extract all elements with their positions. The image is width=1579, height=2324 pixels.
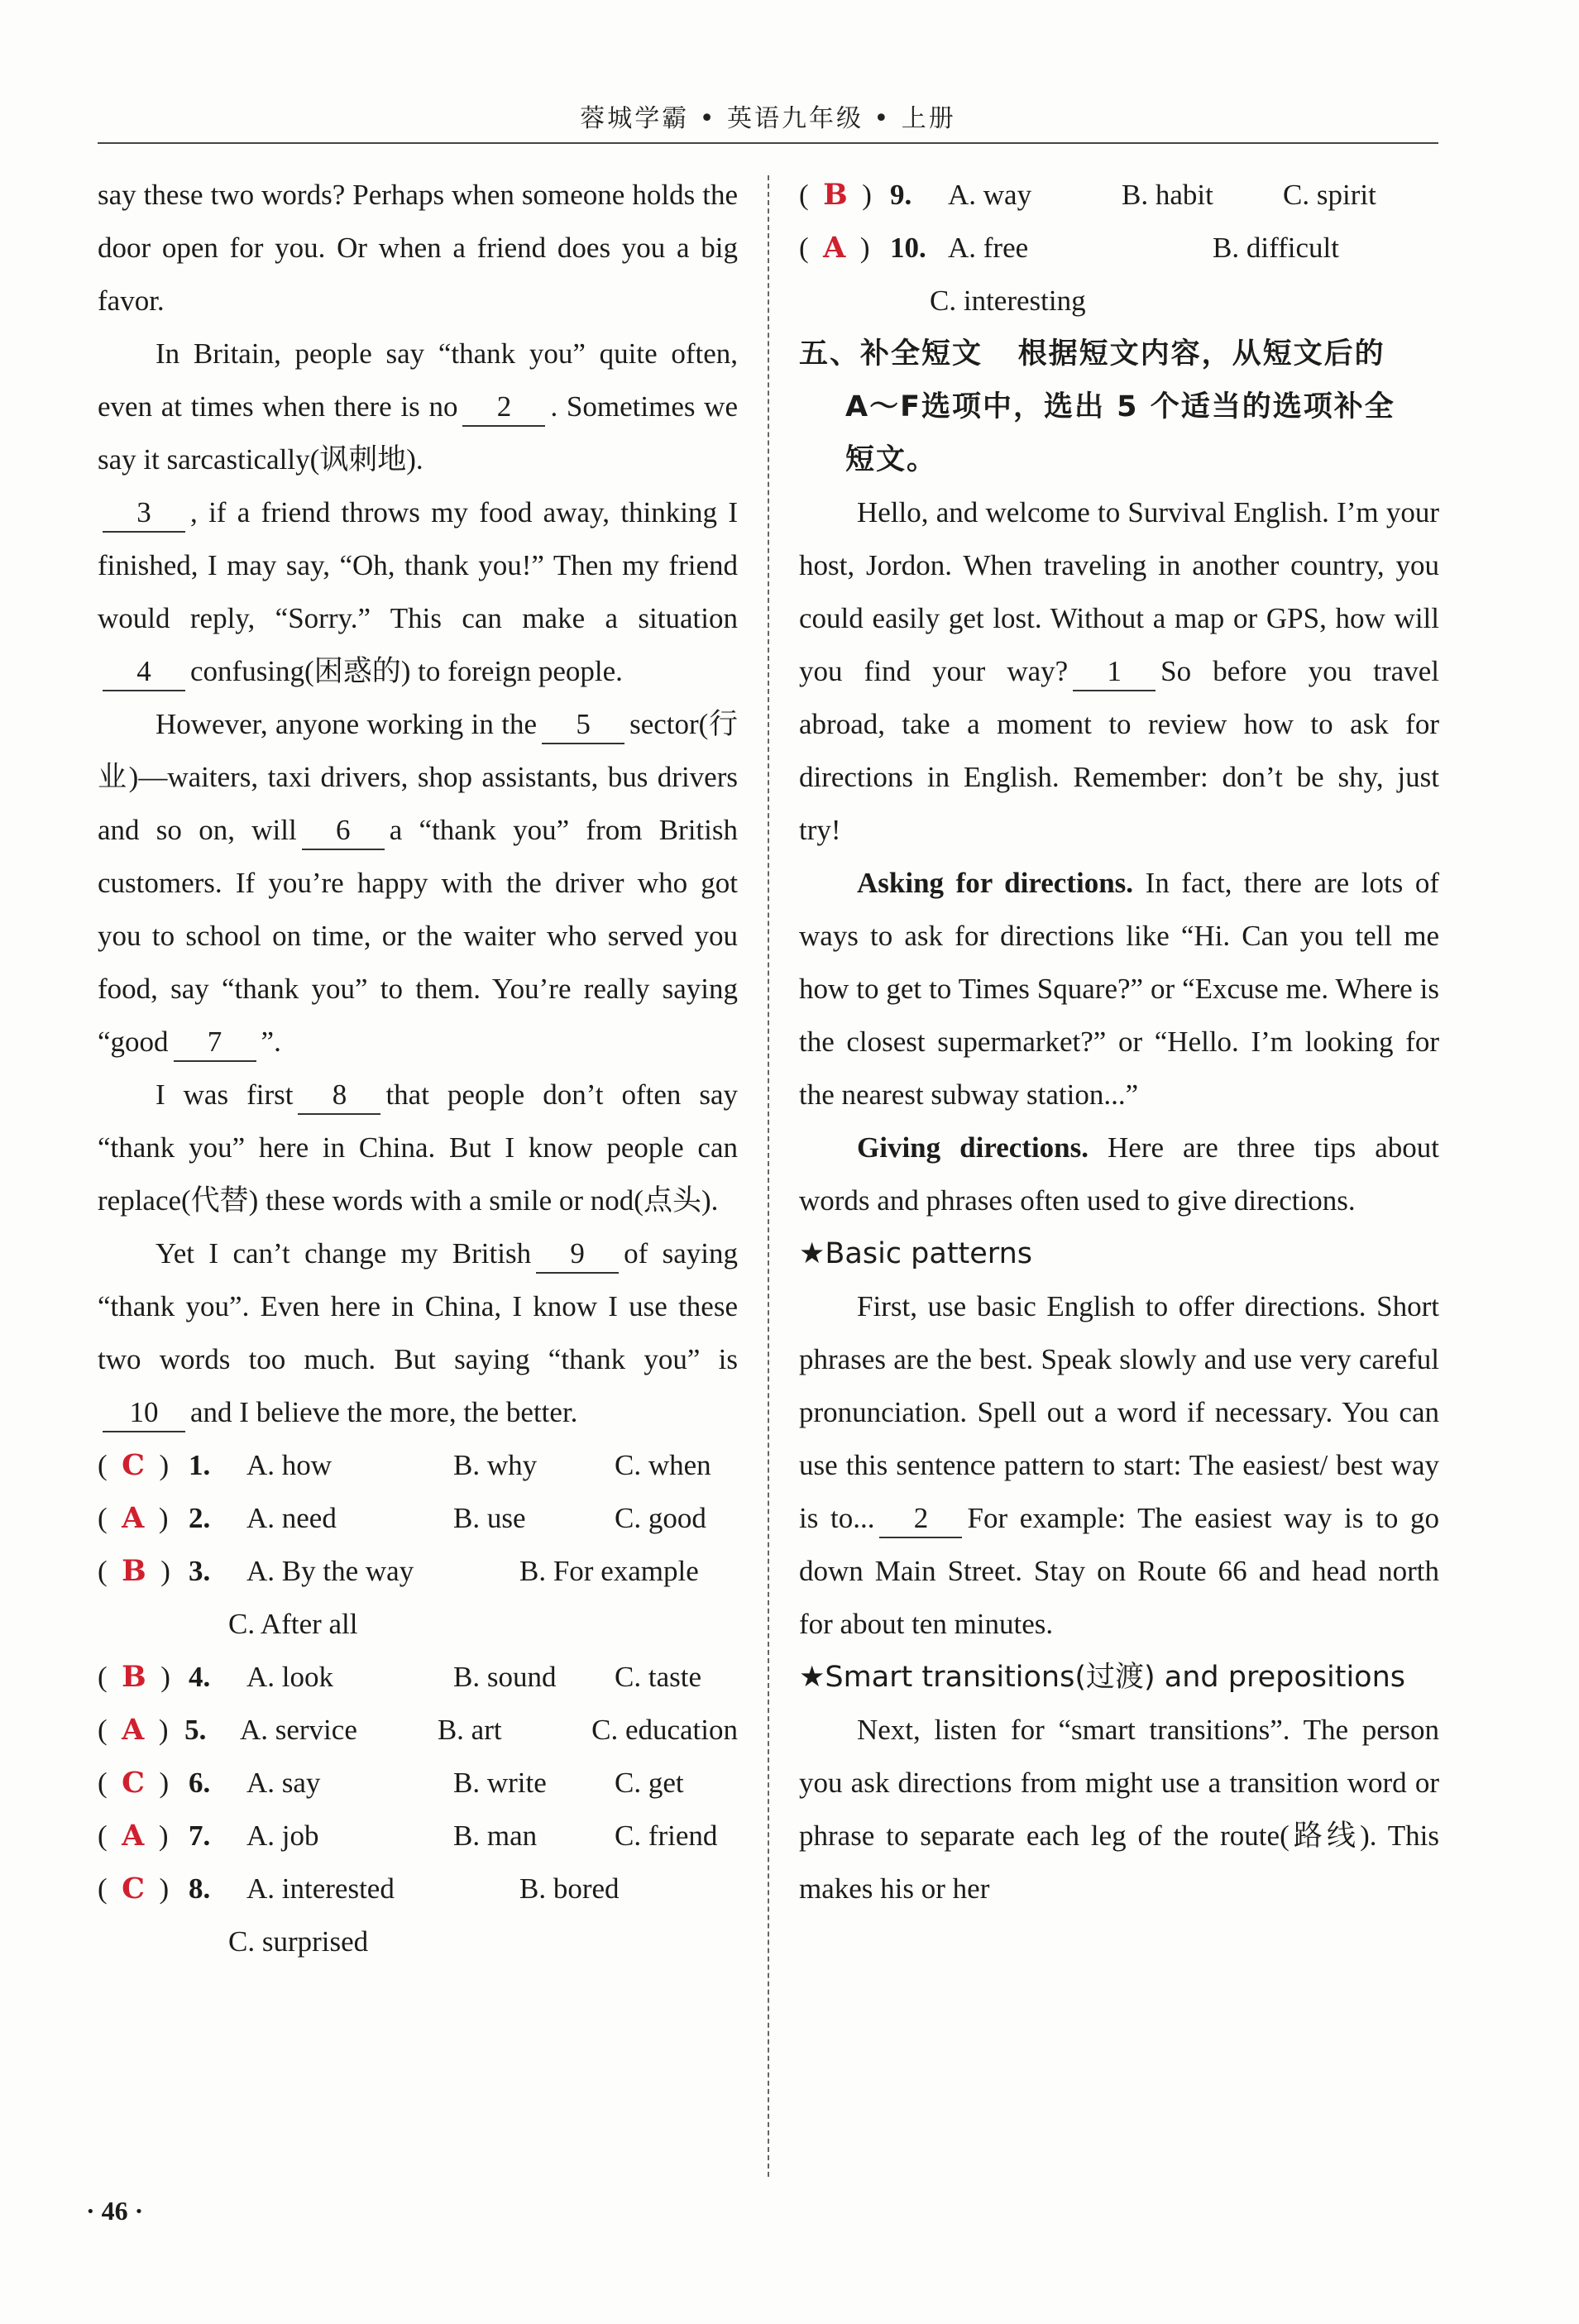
answer-paren: ( C )	[98, 1872, 170, 1906]
question-number: 7.	[189, 1820, 211, 1852]
passage-text: Hello, and welcome to Survival English. I’m your host, Jordon. When traveling in another country, you could easily get lost. Without a map or GPS, how will you find your way?	[799, 496, 1439, 687]
left-column	[98, 169, 738, 1968]
question-row-continued	[98, 1915, 738, 1968]
question-number: 3.	[189, 1555, 211, 1587]
column-divider	[768, 175, 769, 2177]
option-a: A. how	[246, 1449, 333, 1481]
passage-paragraph	[799, 486, 1439, 857]
blank-6: 6	[302, 812, 385, 850]
section-instruction: 短文。	[845, 443, 938, 476]
passage-paragraph	[98, 328, 738, 698]
star-heading	[799, 1227, 1439, 1280]
option-c: C. spirit	[1283, 179, 1376, 211]
answer-mark: C	[122, 1448, 146, 1482]
blank-2: 2	[462, 389, 545, 427]
passage-paragraph	[799, 1121, 1439, 1227]
blank-5: 5	[542, 706, 624, 744]
answer-paren: ( B )	[98, 1554, 170, 1588]
question-row	[98, 1704, 738, 1757]
answer-paren: ( B )	[799, 178, 872, 212]
option-c: C. interesting	[930, 285, 1086, 317]
question-row	[98, 1651, 738, 1704]
question-row	[98, 1810, 738, 1863]
answer-mark: B	[823, 178, 848, 212]
option-c: C. After all	[228, 1608, 358, 1640]
option-b: B. bored	[519, 1872, 620, 1905]
option-a: A. job	[246, 1820, 319, 1852]
passage-text: and I believe the more, the better.	[190, 1396, 578, 1428]
option-a: A. way	[948, 179, 1032, 211]
answer-mark: B	[122, 1660, 146, 1694]
answer-paren: ( C )	[98, 1766, 170, 1800]
answer-paren: ( C )	[98, 1448, 170, 1482]
passage-text: I was first	[156, 1078, 294, 1111]
passage-text: Yet I can’t change my British	[156, 1237, 532, 1270]
blank-3: 3	[103, 495, 185, 533]
passage-text: However, anyone working in the	[156, 708, 538, 740]
question-row-continued	[799, 275, 1439, 328]
question-number: 10.	[890, 232, 926, 264]
passage-text: sector(行业)—waiters, taxi drivers, shop assistants, bus drivers and so on, will	[98, 708, 738, 846]
blank-2: 2	[879, 1500, 962, 1538]
option-c: C. get	[615, 1767, 684, 1799]
answer-paren: ( B )	[98, 1660, 170, 1694]
blank-4: 4	[103, 653, 185, 691]
option-c: C. when	[615, 1449, 711, 1481]
passage-paragraph	[98, 1227, 738, 1439]
passage-text: confusing(困惑的) to foreign people.	[190, 655, 623, 687]
option-a: A. service	[239, 1714, 357, 1746]
passage-text: a “thank you” from British customers. If you’re happy with the driver who got you to school on time, or the waiter who served you food, say “thank you” to them. You’re really saying “good	[98, 814, 738, 1058]
star-heading	[799, 1651, 1439, 1704]
section-five-title	[799, 328, 1439, 486]
page-header: 蓉城学霸 • 英语九年级 • 上册	[580, 104, 956, 133]
option-a: A. interested	[246, 1872, 395, 1905]
blank-1: 1	[1073, 653, 1156, 691]
option-a: A. look	[246, 1661, 333, 1693]
question-number: 6.	[189, 1767, 211, 1799]
option-a: A. need	[246, 1502, 337, 1534]
subheading: Asking for directions.	[857, 867, 1134, 899]
passage-paragraph	[98, 698, 738, 1069]
passage-text: . Sometimes we say it sarcastically(讽刺地).	[98, 390, 738, 476]
question-row-continued	[98, 1598, 738, 1651]
question-row	[799, 169, 1439, 222]
option-b: B. man	[453, 1820, 538, 1852]
passage-text: For example: The easiest way is to go down Main Street. Stay on Route 66 and head north for about ten minutes.	[799, 1502, 1439, 1640]
passage-text: of saying “thank you”. Even here in China, I know I use these two words too much. But saying “thank you” is	[98, 1237, 739, 1375]
passage-text: In fact, there are lots of ways to ask for directions like “Hi. Can you tell me how to get to Times Square?” or “Excuse me. Where is the closest supermarket?” or “Hello. I’m looking for the nearest subway station...”	[799, 867, 1439, 1111]
page-number: · 46 ·	[86, 2196, 144, 2226]
question-number: 4.	[189, 1661, 211, 1693]
answer-paren: ( A )	[98, 1501, 169, 1535]
answer-paren: ( A )	[98, 1819, 169, 1853]
option-b: B. habit	[1122, 179, 1213, 211]
passage-text: that people don’t often say “thank you” here in China. But I know people can replace(代替) these words with a smile or nod(点头).	[98, 1078, 739, 1217]
option-a: A. free	[948, 232, 1029, 264]
answer-mark: A	[122, 1819, 145, 1853]
blank-10: 10	[103, 1394, 185, 1432]
option-c: C. friend	[615, 1820, 718, 1852]
answer-mark: A	[823, 231, 846, 265]
answer-paren: ( A )	[98, 1713, 169, 1747]
question-number: 9.	[890, 179, 912, 211]
question-number: 8.	[189, 1872, 211, 1905]
section-instruction: 根据短文内容，从短文后的	[1017, 337, 1385, 371]
question-row	[98, 1545, 738, 1598]
option-b: B. art	[437, 1714, 502, 1746]
passage-paragraph	[98, 1069, 738, 1227]
blank-8: 8	[298, 1077, 380, 1115]
answer-mark: B	[122, 1554, 146, 1588]
option-b: B. use	[453, 1502, 526, 1534]
passage-paragraph	[799, 1704, 1439, 1915]
question-row	[98, 1492, 738, 1545]
option-b: B. why	[453, 1449, 538, 1481]
blank-7: 7	[174, 1024, 256, 1062]
question-number: 1.	[189, 1449, 211, 1481]
option-c: C. taste	[615, 1661, 701, 1693]
option-c: C. education	[591, 1714, 739, 1746]
option-b: B. difficult	[1213, 232, 1339, 264]
answer-mark: C	[122, 1766, 146, 1800]
passage-paragraph	[799, 1280, 1439, 1651]
question-row	[98, 1439, 738, 1492]
option-a: A. say	[246, 1767, 321, 1799]
question-number: 5.	[184, 1714, 207, 1746]
passage-text: , if a friend throws my food away, thinking I finished, I may say, “Oh, thank you!” Then my friend would reply, “Sorry.” This can make a situation	[98, 496, 738, 634]
option-a: A. By the way	[246, 1555, 414, 1587]
passage-text: So before you travel abroad, take a moment to review how to ask for directions in English. Remember: don’t be shy, just try!	[799, 655, 1439, 846]
passage-text: In Britain, people say “thank you” quite often, even at times when there is no	[98, 337, 738, 423]
passage-text: Here are three tips about words and phrases often used to give directions.	[799, 1131, 1439, 1217]
option-b: B. write	[453, 1767, 547, 1799]
answer-mark: A	[122, 1713, 145, 1747]
right-column	[799, 169, 1439, 1915]
section-label: 五、补全短文	[799, 337, 983, 371]
passage-text: Next, listen for “smart transitions”. The person you ask directions from might use a transition word or phrase to separate each leg of the route(路线). This makes his or her	[799, 1714, 1439, 1905]
passage-text: ”.	[261, 1026, 281, 1058]
option-c: C. good	[615, 1502, 706, 1534]
question-number: 2.	[189, 1502, 211, 1534]
question-row	[98, 1757, 738, 1810]
option-b: B. For example	[519, 1555, 699, 1587]
passage-paragraph	[799, 857, 1439, 1121]
answer-paren: ( A )	[799, 231, 870, 265]
blank-9: 9	[536, 1236, 619, 1274]
passage-text: First, use basic English to offer directions. Short phrases are the best. Speak slowly and use very careful pronunciation. Spell out a word if necessary. You can use this sentence pattern to start: The easiest/ best way is to...	[799, 1290, 1439, 1534]
answer-mark: C	[122, 1872, 146, 1906]
star-heading-text: ★Smart transitions(过渡) and prepositions	[799, 1661, 1406, 1694]
question-row	[98, 1863, 738, 1915]
answer-mark: A	[122, 1501, 145, 1535]
option-c: C. surprised	[228, 1925, 369, 1958]
section-instruction: A～F选项中，选出 5 个适当的选项补全	[845, 390, 1395, 423]
question-row	[799, 222, 1439, 275]
header-rule	[98, 142, 1438, 144]
subheading: Giving directions.	[857, 1131, 1089, 1164]
star-heading-text: ★Basic patterns	[799, 1237, 1032, 1270]
option-b: B. sound	[453, 1661, 557, 1693]
passage-paragraph: say these two words? Perhaps when someone holds the door open for you. Or when a friend does you a big favor.	[98, 179, 738, 317]
